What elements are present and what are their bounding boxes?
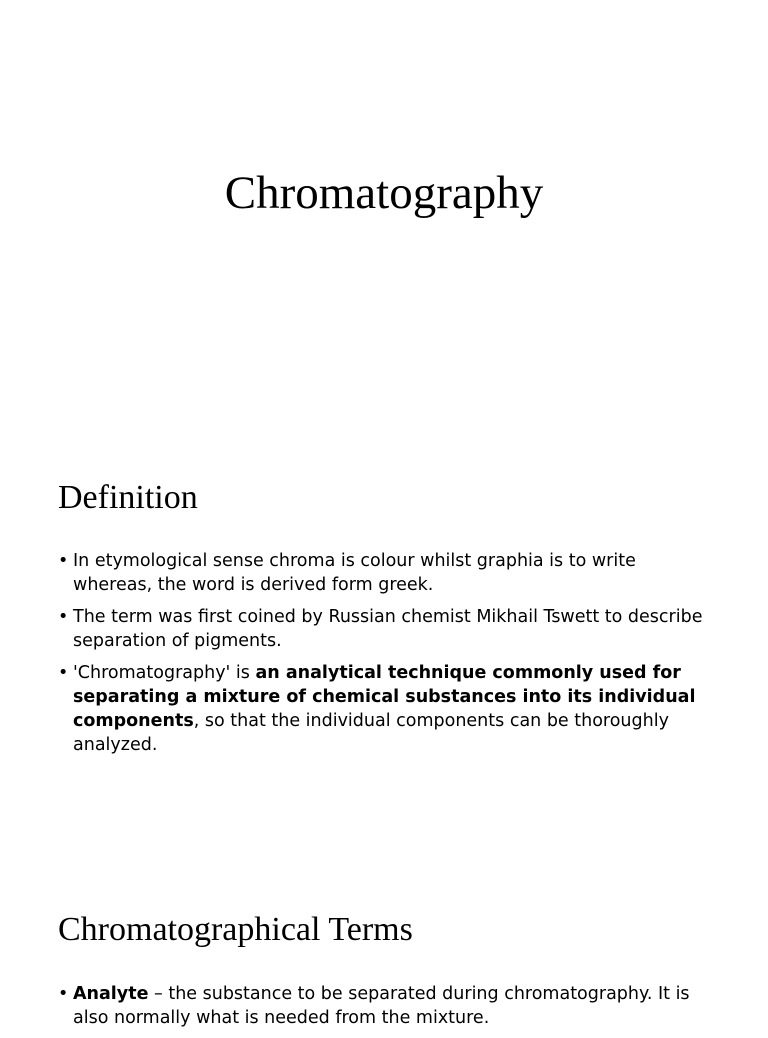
title-slide: [0, 0, 768, 432]
list-item: [58, 605, 708, 653]
terms-heading: Chromatographical Terms: [58, 911, 413, 948]
terms-bullet-list: [58, 982, 698, 1038]
bullet-text: In etymological sense chroma is colour whilst graphia is to write whereas, the word is derived form greek.: [73, 551, 636, 595]
definition-slide: [0, 432, 768, 864]
presentation-title: Chromatography: [224, 167, 544, 219]
definition-heading: Definition: [58, 479, 198, 516]
bullet-dot-icon: •: [58, 984, 69, 1004]
bullet-dot-icon: •: [58, 551, 69, 571]
bullet-text-lead: 'Chromatography' is: [73, 663, 256, 683]
bullet-text-tail: , so that the individual components can be thoroughly analyzed.: [73, 711, 669, 755]
term-description: – the substance to be separated during chromatography. It is also normally what is needed from the mixture.: [73, 984, 690, 1028]
bullet-dot-icon: •: [58, 663, 69, 683]
term-name: Analyte: [73, 984, 149, 1004]
definition-bullet-list: [58, 549, 708, 765]
list-item: [58, 982, 698, 1030]
terms-slide: [0, 864, 768, 1028]
bullet-text: The term was first coined by Russian chemist Mikhail Tswett to describe separation of pigments.: [73, 607, 703, 651]
list-item: [58, 661, 708, 757]
list-item: [58, 549, 708, 597]
bullet-dot-icon: •: [58, 607, 69, 627]
bullet-text-emphasis: an analytical technique commonly used for separating a mixture of chemical substances into its individual components: [73, 663, 696, 731]
